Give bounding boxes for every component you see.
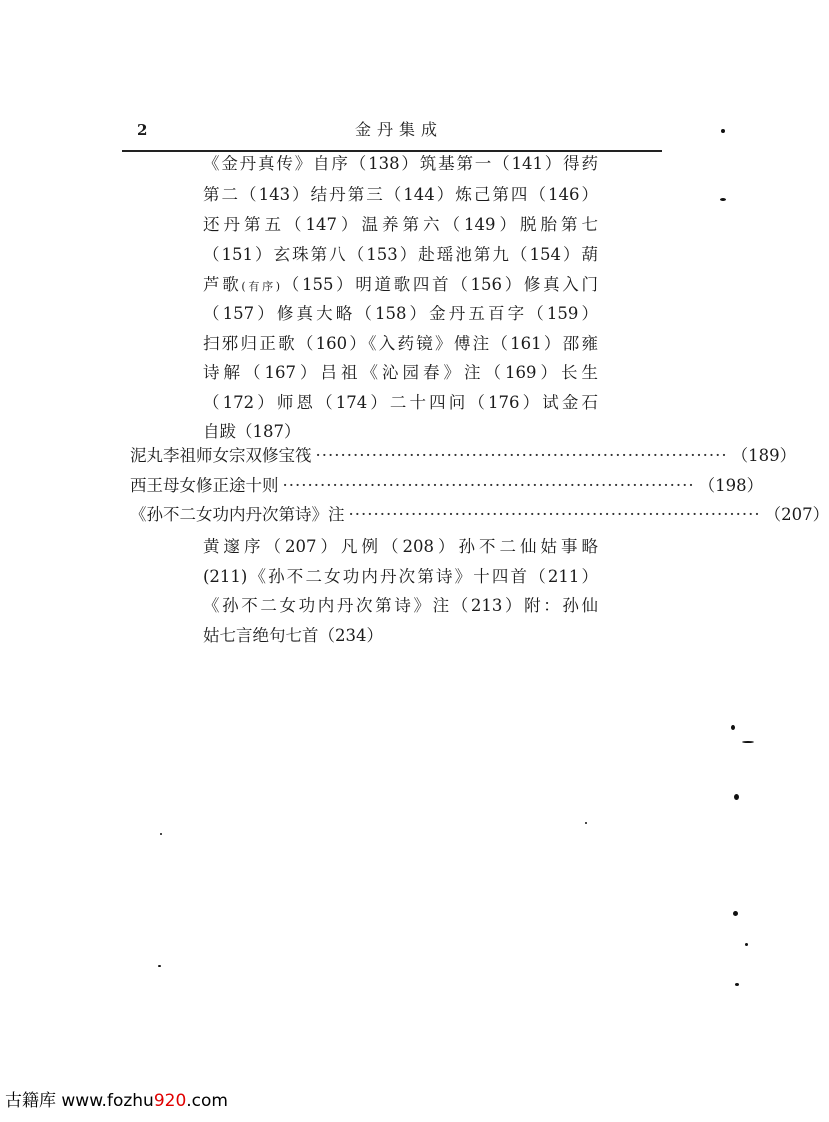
toc-entry-page: （207） <box>764 505 829 524</box>
scan-speck <box>721 129 725 133</box>
page-number: 2 <box>137 121 148 139</box>
watermark-footer <box>5 1086 228 1111</box>
toc-line: （172）师恩（174）二十四问（176）试金石 <box>203 393 598 412</box>
site-url-number: 920 <box>153 1091 187 1111</box>
scan-speck <box>745 943 748 946</box>
toc-line: （151）玄珠第八（153）赴瑶池第九（154）葫 <box>203 245 598 264</box>
site-url-suffix: .com <box>186 1091 228 1111</box>
toc-line: 《金丹真传》自序（138）筑基第一（141）得药 <box>203 154 598 173</box>
scan-speck <box>160 833 162 835</box>
toc-entry-page: （198） <box>698 476 764 495</box>
scan-speck <box>734 794 739 800</box>
toc-line: (211)《孙不二女功内丹次第诗》十四首（211） <box>203 567 598 586</box>
dot-leader: ·································································· <box>348 505 761 524</box>
toc-line: 姑七言绝句七首（234） <box>203 626 383 645</box>
toc-line: 自跋（187） <box>203 422 301 441</box>
scan-speck <box>742 741 754 743</box>
toc-line: 第二（143）结丹第三（144）炼己第四（146） <box>203 185 598 204</box>
site-name: 古籍库 <box>5 1091 56 1111</box>
toc-text: （155）明道歌四首（156）修真入门 <box>280 275 598 294</box>
toc-entry-title: 西王母女修正途十则 <box>130 476 279 495</box>
toc-entry-title: 泥丸李祖师女宗双修宝筏 <box>130 446 312 465</box>
scan-speck <box>731 725 735 730</box>
toc-note: (有序) <box>241 280 281 293</box>
toc-line: 《孙不二女功内丹次第诗》注（213）附：孙仙 <box>203 596 598 615</box>
scan-speck <box>158 965 161 967</box>
toc-line: 扫邪归正歌（160）《入药镜》傅注（161）邵雍 <box>203 334 598 353</box>
toc-entry-page: （189） <box>731 446 797 465</box>
toc-entry <box>130 474 764 498</box>
toc-line: 诗解（167）吕祖《沁园春》注（169）长生 <box>203 363 598 382</box>
toc-entry <box>130 444 797 468</box>
toc-line: （157）修真大略（158）金丹五百字（159） <box>203 304 598 323</box>
toc-line: 还丹第五（147）温养第六（149）脱胎第七 <box>203 215 598 234</box>
dot-leader: ·································································· <box>315 446 728 465</box>
scan-speck <box>735 983 739 986</box>
scan-speck <box>733 911 738 916</box>
scan-speck <box>585 822 587 824</box>
scan-speck <box>720 198 726 201</box>
toc-entry-title: 《孙不二女功内丹次第诗》注 <box>130 505 345 524</box>
site-url-prefix: www.fozhu <box>61 1091 154 1111</box>
toc-entry <box>130 503 829 527</box>
toc-line: 黄邃序（207）凡例（208）孙不二仙姑事略 <box>203 537 598 556</box>
toc-text: 芦歌 <box>203 275 242 294</box>
dot-leader: ·································································· <box>282 476 695 495</box>
toc-line <box>203 273 598 299</box>
running-title: 金丹集成 <box>355 120 444 139</box>
